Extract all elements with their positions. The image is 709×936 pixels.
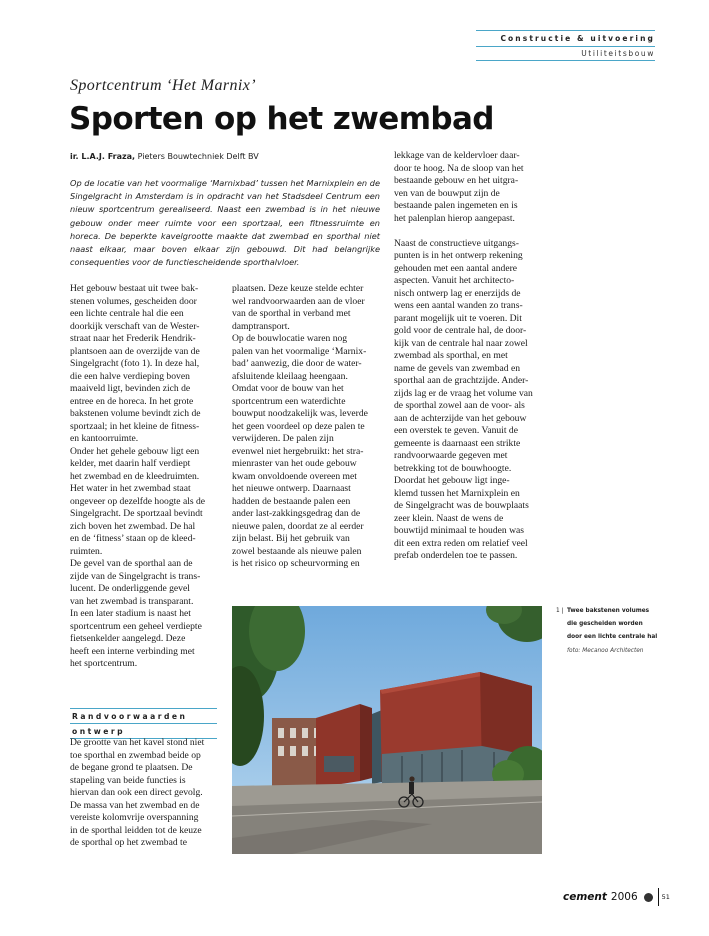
article-kicker: Sportcentrum ‘Het Marnix’: [70, 77, 256, 94]
footer-divider: [658, 888, 659, 906]
body-column-3: [394, 150, 544, 563]
page-footer: [563, 888, 670, 906]
caption-line-2: die gescheiden worden: [567, 621, 643, 628]
magazine-name: cement: [563, 891, 607, 903]
subsection-label: Utiliteitsbouw: [581, 49, 655, 58]
author-affiliation: Pieters Bouwtechniek Delft BV: [137, 152, 259, 161]
article-title: Sporten op het zwembad: [69, 101, 494, 137]
author-name: ir. L.A.J. Fraza,: [70, 152, 136, 161]
photo-illustration: [232, 606, 542, 854]
figure-caption: [556, 605, 666, 658]
figure-number: 1 |: [556, 608, 564, 614]
subheading: [70, 708, 217, 739]
byline: [70, 152, 259, 161]
body-column-1-continued: [70, 737, 218, 850]
magazine-logo-icon: [644, 893, 653, 902]
body-paragraph: Naast de constructieve uitgangs- punten is in het ontwerp rekening gehouden met een aantal andere aspecten. Vanuit het architecto- nisch ontwerp lag er enerzijds de wens een aantal wanden zo trans- parant mogelijk uit te voeren. Dit gold voor de centrale hal, de door- kijk van de centrale hal naar zowel zwembad als sporthal, en met name de gevels van zwembad en sporthal aan de grachtzijde. Ander- zijds lag er de vraag het volume van de sporthal zowel aan de voor- als aan de achterzijde van het gebouw een overstek te geven. Vanuit de gemeente is daarnaast een strikte randvoorwaarde gegeven met betrekking tot de bouwhoogte. Doordat het gebouw ligt inge- klemd tussen het Marnixplein en de Singelgracht was de bouwplaats zeer klein. Naast de wens de bouwtijd minimaal te houden was dit een extra reden om relatief veel prefab onderdelen toe te passen.: [394, 237, 533, 561]
photo-credit: foto: Mecanoo Architecten: [567, 647, 644, 654]
page-number: 51: [661, 893, 670, 901]
caption-line-3: door een lichte centrale hal: [567, 634, 658, 641]
body-paragraph: lekkage van de keldervloer daar- door te hoog. Na de sloop van het bestaande gebouw en het uitgra- ven van de bouwput zijn de bestaande palen ingemeten en is het palenplan hierop aangepast.: [394, 150, 524, 224]
building-photo: [232, 606, 542, 854]
issue-year: 2006: [610, 891, 638, 903]
subheading-line-1: Randvoorwaarden: [72, 712, 188, 721]
body-paragraphs: Het gebouw bestaat uit twee bak- stenen volumes, gescheiden door een lichte centrale hal die een doorkijk verschaft van de Wester- straat naar het Frederik Hendrik- plantsoen aan de overzijde van de Singelgracht (foto 1). In deze hal, die een halve verdieping boven maaiveld ligt, bevinden zich de entree en de horeca. In het grote bakstenen volume bevindt zich de sportzaal; in het kleine de fitness- en kantoorruimte. Onder het gehele gebouw ligt een kelder, met daarin half verdiept het zwembad en de kleedruimten. Het water in het zwembad staat ongeveer op dezelfde hoogte als de Singelgracht. De sportzaal bevindt zich boven het zwembad. De hal en de ‘fitness’ staan op de kleed- ruimten. De gevel van de sporthal aan de zijde van de Singelgracht is trans- lucent. De onderliggende gevel van het zwembad is transparant. In een later stadium is naast het sportcentrum een geheel verdiepte fietsenkelder aangelegd. Deze heeft een interne verbinding met het sportcentrum.: [70, 283, 206, 669]
subheading-line-2: ontwerp: [72, 727, 126, 736]
body-column-1: [70, 283, 218, 671]
body-paragraphs: De grootte van het kavel stond niet toe sporthal en zwembad beide op de begane grond te plaatsen. De stapeling van beide functies is hiervan dan ook een direct gevolg. De massa van het zwembad en de vereiste kolomvrije overspanning in de sporthal leidden tot de keuze de sporthal op het zwembad te: [70, 737, 205, 848]
section-header: [476, 30, 655, 61]
article-intro: Op de locatie van het voormalige ‘Marnixbad’ tussen het Marnixplein en de Singelgracht in Amsterdam is in opdracht van het Stadsdeel Centrum een nieuw sportcentrum gerealiseerd. Naast een zwembad is in het nieuwe gebouw onder meer ruimte voor een sportzaal, een fitnessruimte en horeca. De beperkte kavelgrootte maakte dat zwembad en sporthal niet naast elkaar, maar boven elkaar zijn gebouwd. Dit had belangrijke consequenties voor de functiescheidende sporthalvloer.: [70, 178, 380, 268]
caption-line-1: Twee bakstenen volumes: [567, 608, 650, 614]
body-column-2: [232, 283, 382, 571]
section-label: Constructie & uitvoering: [500, 34, 655, 43]
body-paragraphs: plaatsen. Deze keuze stelde echter wel randvoorwaarden aan de vloer van de sporthal in verband met damptransport. Op de bouwlocatie waren nog palen van het voormalige ‘Marnix- bad’ aanwezig, die door de water- afsluitende kleilaag heengaan. Omdat voor de bouw van het sportcentrum een waterdichte bouwput noodzakelijk was, leverde het geen voordeel op deze palen te verwijderen. De palen zijn evenwel niet hergebruikt: het stra- mienraster van het oude gebouw kwam onvoldoende overeen met het nieuwe ontwerp. Daarnaast hadden de bestaande palen een ander last-zakkingsgedrag dan de nieuwe palen, doordat ze al eerder zijn belast. Bij het gebruik van zowel bestaande als nieuwe palen is het risico op scheurvorming en: [232, 283, 368, 569]
header-rule-bottom: [476, 60, 655, 61]
